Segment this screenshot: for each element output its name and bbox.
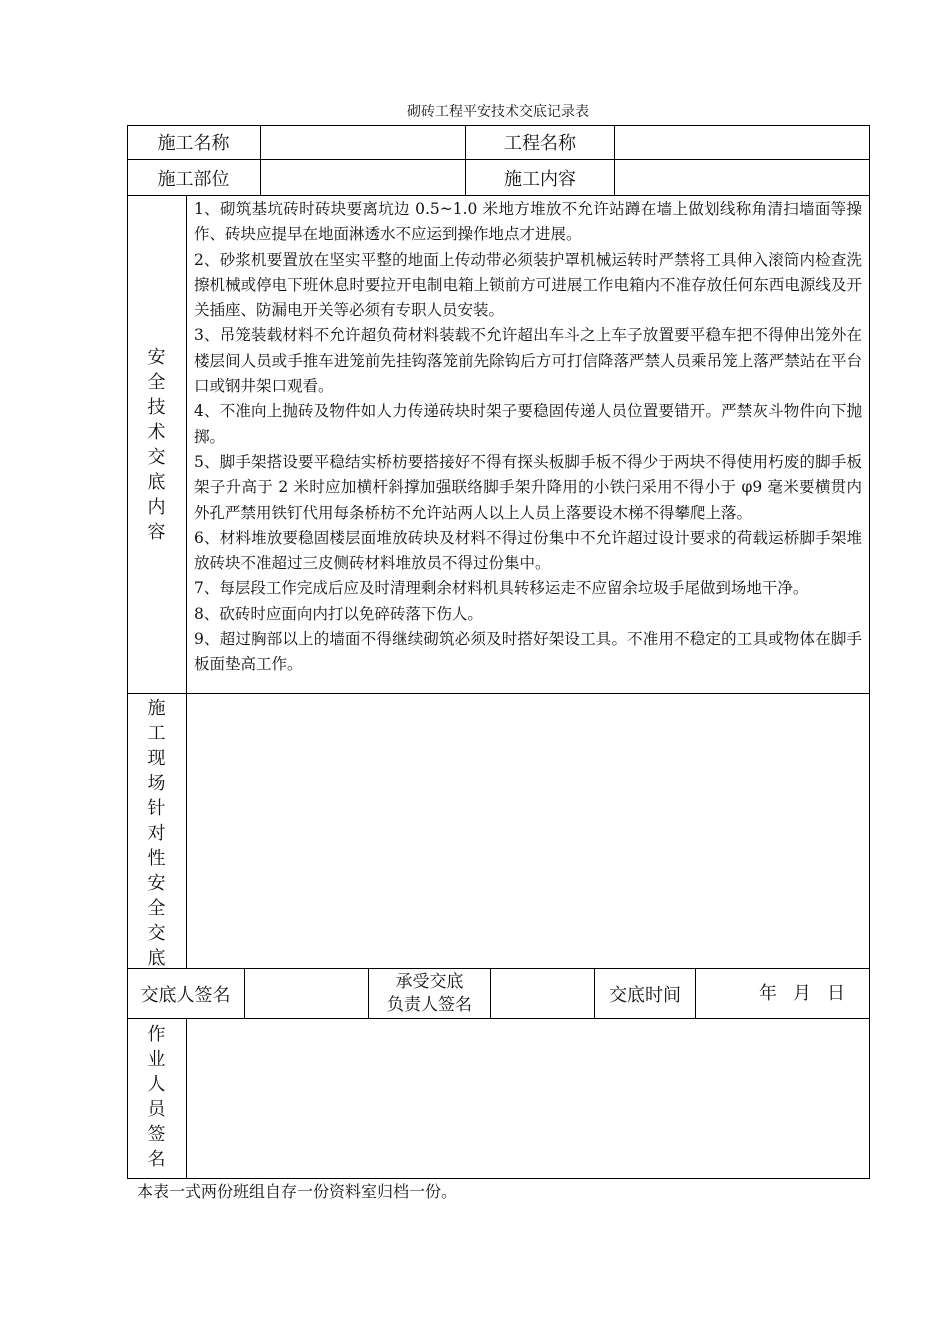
safety-item: 9、超过胸部以上的墙面不得继续砌筑必须及时搭好架设工具。不准用不稳定的工具或物体在脚手板面垫高工作。 — [194, 630, 862, 674]
date-day: 日 — [827, 983, 845, 1004]
date-month: 月 — [793, 983, 811, 1004]
safety-item: 4、不准向上抛砖及物件如人力传递砖块时架子要稳固传递人员位置要错开。严禁灰斗物件向下抛掷。 — [194, 402, 862, 446]
construction-part-label-text: 施工部位 — [157, 168, 230, 190]
worker-signature-label-cell — [127, 1019, 187, 1179]
safety-item: 5、脚手架搭设要平稳结实桥枋要搭接好不得有探头板脚手板不得少于两块不得使用朽废的脚手板架子升高于 2 米时应加横杆斜撑加强联络脚手架升降用的小铁闩采用不得小于 φ9 毫米要横贯内外孔严禁用铁钉代用每条桥枋不允许站两人以上人员上落要设木梯不得攀爬上落。 — [194, 452, 862, 522]
disclosure-time-label-text: 交底时间 — [609, 984, 681, 1006]
receiver-label-line1: 承受交底 — [395, 972, 464, 992]
giver-signature-label-text: 交底人签名 — [140, 984, 231, 1006]
safety-item: 3、吊笼装载材料不允许超负荷材料装载不允许超出车斗之上车子放置要平稳车把不得伸出笼外在楼层间人员或手推车进笼前先挂钩落笼前先除钩后方可打信降落严禁人员乘吊笼上落严禁站在平台口或钢井架口观看。 — [194, 326, 862, 396]
construction-name-label-text: 施工名称 — [157, 133, 230, 154]
safety-item: 1、砌筑基坑砖时砖块要离坑边 0.5~1.0 米地方堆放不允许站蹲在墙上做划线称角清扫墙面等操作、砖块应提早在地面淋透水不应运到操作地点才进展。 — [194, 200, 862, 244]
safety-item: 2、砂浆机要置放在坚实平整的地面上传动带必须装护罩机械运转时严禁将工具伸入滚筒内检查洗擦机械或停电下班休息时要拉开电制电箱上锁前方可进展工作电箱内不准存放任何东西电源线及开关插座、防漏电开关等必须有专职人员安装。 — [194, 250, 862, 320]
giver-signature-label — [127, 969, 245, 1019]
project-name-label — [466, 125, 615, 160]
worker-signature-field[interactable] — [187, 1019, 870, 1179]
safety-content-label: 安全技术交底内容 — [147, 346, 166, 543]
receiver-signature-label — [369, 969, 491, 1019]
giver-signature-field[interactable] — [245, 969, 369, 1019]
worker-signature-label: 作业人员签名 — [147, 1024, 166, 1170]
construction-part-label — [127, 160, 261, 196]
construction-content-label-text: 施工内容 — [504, 168, 576, 190]
safety-item: 8、砍砖时应面向内打以免碎砖落下伤人。 — [194, 604, 483, 623]
project-name-label-text: 工程名称 — [504, 133, 576, 154]
footer-note: 本表一式两份班组自存一份资料室归档一份。 — [137, 1182, 458, 1201]
document-title: 砌砖工程平安技术交底记录表 — [407, 104, 589, 120]
disclosure-time-label — [595, 969, 696, 1019]
safety-item: 7、每层段工作完成后应及时清理剩余材料机具转移运走不应留余垃圾手尾做到场地干净。 — [194, 579, 809, 598]
receiver-label-line2: 负责人签名 — [387, 995, 472, 1015]
date-year: 年 — [759, 983, 777, 1004]
safety-item: 6、材料堆放要稳固楼层面堆放砖块及材料不得过份集中不允许超过设计要求的荷载运桥脚手架堆放砖块不准超过三皮侧砖材料堆放员不得过份集中。 — [194, 528, 862, 573]
construction-part-field[interactable] — [261, 160, 466, 196]
construction-name-field[interactable] — [261, 125, 466, 160]
project-name-field[interactable] — [615, 125, 870, 160]
site-disclosure-label: 施工现场针对性安全交底 — [147, 698, 166, 969]
safety-content-body — [187, 196, 870, 694]
site-disclosure-label-cell — [127, 694, 187, 969]
disclosure-date-field[interactable] — [696, 969, 870, 1019]
receiver-signature-field[interactable] — [491, 969, 595, 1019]
site-disclosure-field[interactable] — [187, 694, 870, 969]
safety-content-label-cell — [127, 196, 187, 694]
construction-content-label — [466, 160, 615, 196]
construction-name-label — [127, 125, 261, 160]
construction-content-field[interactable] — [615, 160, 870, 196]
